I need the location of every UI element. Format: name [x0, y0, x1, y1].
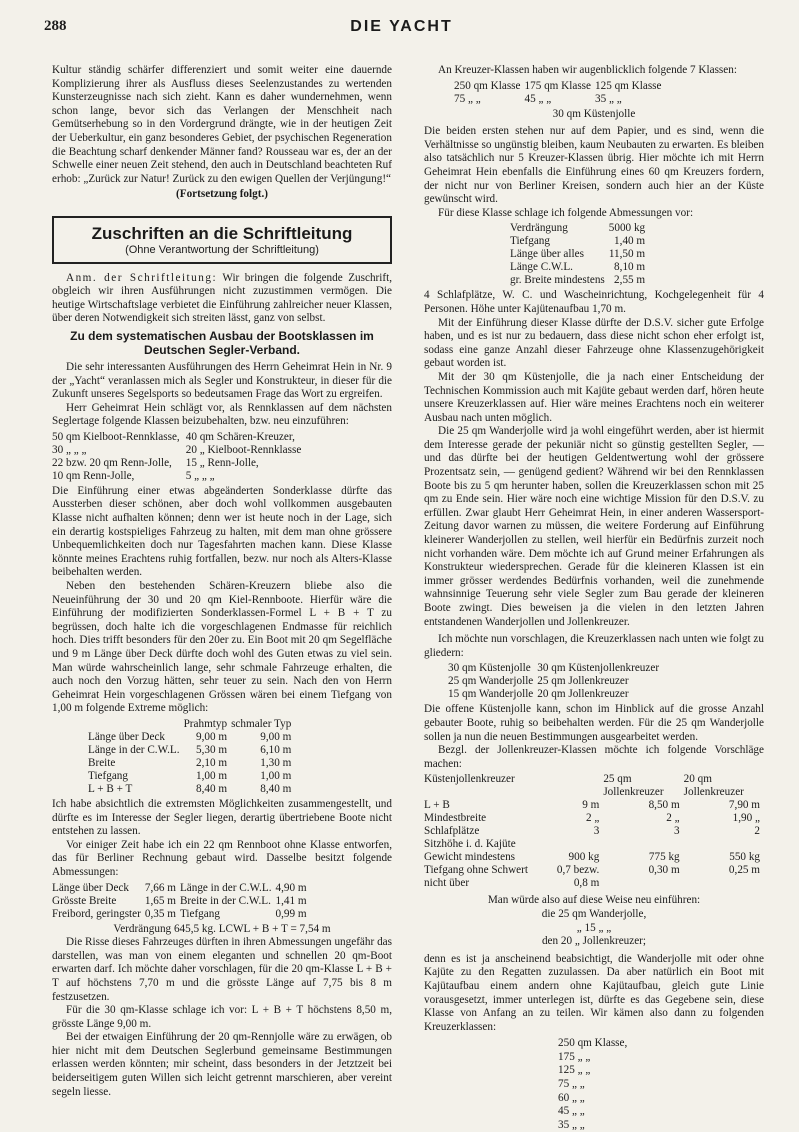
page-number: 288 — [44, 18, 67, 34]
table-row — [88, 731, 295, 744]
kreuzer-table — [454, 80, 666, 106]
list-cell: 15 „ Renn-Jolle, — [185, 456, 259, 469]
table-row — [510, 222, 649, 235]
table-row — [448, 688, 663, 701]
list-item: 60 „ „ — [558, 1091, 585, 1104]
table-header-row — [424, 773, 764, 799]
table-cell: Tiefgang — [510, 235, 550, 248]
list-item: 175 „ „ — [558, 1050, 591, 1063]
table-cell: 0,30 m — [648, 864, 680, 877]
final-classes-list — [558, 1037, 764, 1132]
paragraph: Man würde also auf diese Weise neu einführen: — [487, 894, 701, 907]
paragraph: Ich möchte nun vorschlagen, die Kreuzerklassen nach unten wie folgt zu gliedern: — [424, 633, 764, 659]
paragraph: Mit der Einführung dieser Klasse dürfte der D.S.V. sicher gute Erfolge haben, und es ist nur zu bedauern, dass diese nicht schon eher erfolgt ist, sodass eine ganze Anzahl dieser Fahrzeuge ohne Klassenzugehörigkeit gebaut worden ist. — [424, 316, 764, 370]
table-cell: 9,00 m — [260, 730, 292, 743]
table-cell: Länge über alles — [510, 248, 584, 261]
paragraph: denn es ist ja anscheinend beabsichtigt, die Wanderjolle mit oder ohne Kajüte zu den Regatten zuzulassen. Da aber natürlich ein Boot mit Kajütaufbau einem andern ohne Kajütaufbau, gleich gute Linie vorausgesetzt, immer unterlegen ist, dürfte es das Gegebene sein, diese Klasse von Anfang an zu teilen. Wir kämen also dann zu folgenden Kreuzerklassen: — [424, 952, 764, 1033]
paragraph: Die beiden ersten stehen nur auf dem Papier, und es sind, wenn die Verhältnisse so ungünstig bleiben, kaum Neubauten zu erwarten. Es bleiben also tatsächlich nur 5 Kreuzer-Klassen übrig. Hier möchte ich mit Herrn Geheimrat Hein ebenfalls die Einführung eines 60 qm Kreuzers fordern, der nicht nur von Berliner Kreisen, sondern auch hier an der Küste gewünscht wird. — [424, 125, 764, 206]
list-item: 45 „ „ — [558, 1105, 585, 1118]
table-cell: 30 qm Küstenjollenkreuzer — [537, 662, 660, 675]
table-cell: gr. Breite mindestens — [510, 274, 605, 287]
list-item: „ 15 „ „ — [576, 921, 612, 934]
displacement-line: Verdrängung 645,5 kg. LCWL + B + T = 7,54 m — [113, 922, 331, 935]
list-item: die 25 qm Wanderjolle, — [541, 907, 647, 920]
section-subtitle: (Ohne Verantwortung der Schriftleitung) — [125, 243, 319, 256]
table-header: Küstenjollenkreuzer — [424, 773, 515, 786]
list-item: 125 „ „ — [558, 1064, 591, 1077]
table-cell: 8,50 m — [648, 799, 680, 812]
table-cell: 9,00 m — [196, 730, 228, 743]
table-cell: 2 — [754, 825, 760, 838]
table-cell: 125 qm Klasse — [595, 79, 662, 92]
table-header: Prahmtyp — [183, 717, 228, 730]
table-cell: Gewicht mindestens — [424, 851, 516, 864]
gliederung-table — [448, 662, 663, 701]
list-cell: 20 „ Kielboot-Rennklasse — [185, 443, 302, 456]
table-row — [510, 261, 649, 274]
table-cell: 2 „ — [666, 812, 680, 825]
table-row — [52, 908, 311, 921]
extremes-table — [88, 718, 295, 796]
table-cell: 1,40 m — [614, 235, 646, 248]
table-cell: 20 qm Jollenkreuzer — [537, 688, 629, 701]
table-cell: Mindestbreite — [424, 812, 487, 825]
table-row — [52, 895, 311, 908]
table-row — [424, 851, 764, 864]
table-cell: Verdrängung — [510, 222, 568, 235]
journal-title: DIE YACHT — [350, 18, 453, 35]
table-cell: 1,30 m — [260, 756, 292, 769]
list-cell: 22 bzw. 20 qm Renn-Jolle, — [52, 456, 172, 469]
table-cell: 1,41 m — [275, 894, 307, 907]
page-header — [44, 18, 759, 42]
table-cell: 3 — [674, 825, 680, 838]
table-row — [88, 757, 295, 770]
table-header: 25 qm Jollenkreuzer — [603, 773, 664, 799]
paragraph: Mit der 30 qm Küstenjolle, die ja nach einer Entscheidung der Technischen Kommission auch mit Kajüte gebaut werden darf, hören heute unsere Kreuzerklassen auf. Hier wäre meines Erachtens noch ein weiterer Ausbau nach unten möglich. — [424, 370, 764, 424]
paragraph: Vor einiger Zeit habe ich ein 22 qm Rennboot ohne Klasse entworfen, das für Berliner Rechnung gebaut wird. Dasselbe besitzt folgende Abmessungen: — [52, 838, 392, 878]
paragraph: Ich habe absichtlich die extremsten Möglichkeiten zusammengestellt, und dürfte es im Interesse der Segler liegen, derartig übertriebene Boote nicht entstehen zu lassen. — [52, 797, 392, 838]
table-cell: 25 qm Jollenkreuzer — [537, 675, 629, 688]
table-cell: Tiefgang — [88, 769, 128, 782]
table-cell: 7,66 m — [144, 881, 176, 894]
paragraph: Herr Geheimrat Hein schlägt vor, als Rennklassen auf dem nächsten Seglertage folgende Klassen beizubehalten, bzw. neu einzuführen: — [52, 401, 392, 428]
article-title: Zu dem systematischen Ausbau der Bootsklassen im Deutschen Segler-Verband. — [70, 328, 374, 357]
table-cell: 4,90 m — [275, 881, 307, 894]
table-row — [448, 675, 663, 688]
new-classes-list — [424, 908, 764, 949]
table-cell: 0,35 m — [144, 907, 176, 920]
table-row — [52, 470, 307, 483]
list-cell: 5 „ „ „ — [185, 469, 215, 482]
table-cell: L + B — [424, 799, 450, 812]
paragraph: Die 25 qm Wanderjolle wird ja wohl eingeführt werden, aber ist hiermit dem Interesse gerade der pekuniär nicht so günstig gestellten Segler, — und das dürfte bei der heutigen Geldentwertung wohl der grössere Prozentsatz sein, — genügend gedient? Während wir bei den Rennklassen Boote bis zu 5 qm herunter haben, sollen die Kreuzerklassen schon mit 25 qm zu Ende sein. Hier wäre noch eine wichtige Mission für den D.S.V. zu erfüllen. Zwar glaubt Herr Geheimrat Hein, in einer anderen Wassersport-Zeitung davor warnen zu müssen, die weitere Forderung auf Einführung kleinerer Wanderjollen zu stellen, weil hierfür ein Bedürfnis zurzeit noch nicht vorhanden wäre. Dem möchte ich auf Grund meiner Erfahrungen als Konstrukteur wiedersprechen. Gerade für die kleineren Klassen ist ein immer grösser werdendes Bedürfnis vorhanden, weil die zunehmende wahnsinnige Teuerung sehr viele Segler zum Bau gerade der kleineren Boote zwingt. Dies beweisen ja die vielen in den letzten Jahren entstandenen Wanderjollen und Jollenkreuzer. — [424, 425, 764, 628]
table-row — [52, 431, 307, 444]
table-row — [454, 80, 666, 93]
paragraph: 4 Schlafplätze, W. C. und Wascheinrichtung, Kochgelegenheit für 4 Personen. Höhe unter Kajütenaufbau 1,70 m. — [424, 289, 764, 315]
spec-table — [510, 222, 649, 287]
table-row — [510, 235, 649, 248]
table-cell: 7,90 m — [728, 799, 760, 812]
table-row — [510, 274, 649, 287]
table-cell: 9 m — [582, 799, 600, 812]
table-cell: 2 „ — [585, 812, 600, 825]
paragraph: Die offene Küstenjolle kann, schon im Hinblick auf die grosse Anzahl gebauter Boote, ruhig so beibehalten werden. Für die 25 qm Wanderjolle sollen ja nun die neuen Bestimmungen ausgearbeitet werden. — [424, 703, 764, 743]
table-cell: 45 „ „ — [524, 92, 552, 105]
section-title: Zuschriften an die Schriftleitung — [91, 223, 353, 243]
table-cell: 550 kg — [729, 851, 760, 864]
paragraph: Für diese Klasse schlage ich folgende Abmessungen vor: — [438, 206, 694, 219]
table-cell: Sitzhöhe i. d. Kajüte — [424, 838, 516, 851]
paragraph: Neben den bestehenden Schären-Kreuzern bliebe also die Neueinführung der 30 und 20 qm Kiel-Rennboote. Hierfür wäre die Einführung der modifizierten Sonderklassen-Formel L + B + T zu begrüssen, doch halte ich die vorgeschlagenen Endmasse für reichlich hoch. Dies trifft besonders für den 20er zu. Ein Boot mit 20 qm Segelfläche und 9 m Länge über Deck dürfte doch wohl des Guten etwas zu viel sein. Man würde wahrscheinlich lange, sehr schmale Fahrzeuge erhalten, die auch noch den Vorzug hätten, sehr teuer zu sein. Nach den von Herrn Geheimrat Hein vorgeschlagenen Grössen wären bei einem Tiefgang von 1,00 m folgende Extreme möglich: — [52, 580, 392, 715]
paragraph: Für die 30 qm-Klasse schlage ich vor: L + B + T höchstens 8,50 m, grösste Länge 9,00 m. — [52, 1004, 392, 1030]
table-cell: 30 qm Küstenjolle — [448, 662, 531, 675]
list-item: 30 qm Küstenjolle — [552, 107, 636, 120]
continued-note: (Fortsetzung folgt.) — [176, 188, 268, 201]
table-cell: 1,90 „ — [732, 812, 760, 825]
table-header: 20 qm Jollenkreuzer — [683, 773, 744, 799]
table-header-row — [88, 718, 295, 731]
table-cell: 0,7 bezw. 0,8 m — [556, 864, 600, 890]
table-cell: 250 qm Klasse — [454, 79, 521, 92]
table-cell: 15 qm Wanderjolle — [448, 688, 534, 701]
editor-note-text: Wir bringen die folgende Zuschrift, obgleich wir ihren Ausführungen nicht zuzustimmen vermögen. Die heutige Wirtschaftslage verbietet die Einführung zahlreicher neuer Klassen, über deren Notwendigkeit sich streiten lässt, ganz von selbst. — [52, 271, 393, 325]
table-cell: 6,10 m — [260, 743, 292, 756]
table-row — [52, 882, 311, 895]
paragraph: Bezgl. der Jollenkreuzer-Klassen möchte ich folgende Vorschläge machen: — [424, 744, 764, 770]
table-cell: Freibord, geringster — [52, 907, 141, 920]
table-row — [52, 457, 307, 470]
list-item: 75 „ „ — [558, 1078, 585, 1091]
table-cell: 25 qm Wanderjolle — [448, 675, 534, 688]
table-row — [424, 838, 764, 851]
table-cell: 11,50 m — [608, 248, 646, 261]
table-cell: 5,30 m — [196, 743, 228, 756]
table-cell: 2,10 m — [196, 756, 228, 769]
list-cell: 30 „ „ „ — [52, 443, 87, 456]
intro-paragraph: Kultur ständig schärfer differenziert und somit weiter eine dauernde Komplizierung ihrer als Ausfluss dieses Seelenzustandes zu wertenden Kunsterzeugnisse nach sich zieht. Kann es daher wundernehmen, wenn schon lange, bevor sich das Verlangen der Menschheit nach Gemütserhebung so in den Vordergrund drängte, wie in der heutigen Zeit der Ueberkultur, ein ganz besonderes Gebiet, der psychischen Regeneration die Beachtung scharf denkender Männer fand? Rousseau war es, der an der Schwelle einer neuen Zeit stehend, den auch in Deutschland beachteten Ruf erhob: „Zurück zur Natur! Zurück zu den ewigen Quellen der Verjüngung!“ — [52, 64, 392, 185]
table-cell: Grösste Breite — [52, 894, 117, 907]
table-cell: 0,25 m — [728, 864, 760, 877]
table-row — [88, 770, 295, 783]
table-cell: Länge in der C.W.L. — [179, 881, 272, 894]
table-row — [88, 783, 295, 796]
table-header: schmaler Typ — [231, 717, 292, 730]
paragraph: Bei der etwaigen Einführung der 20 qm-Rennjolle wäre zu erwägen, ob hier nicht mit dem Deutschen Seglerbund gemeinsame Bestimmungen erlassen werden könnten; mir scheint, dass besonders in der Jetztzeit bei beiderseitigem guten Willen sich leicht getrennt marschieren, aber vereint segeln liesse. — [52, 1031, 392, 1098]
table-row — [510, 248, 649, 261]
table-cell: Breite — [88, 756, 116, 769]
table-cell: 1,65 m — [144, 894, 176, 907]
list-cell: 10 qm Renn-Jolle, — [52, 469, 135, 482]
table-cell: Länge über Deck — [88, 730, 166, 743]
section-box — [52, 216, 392, 264]
table-cell: 0,99 m — [275, 907, 307, 920]
table-row — [424, 864, 764, 890]
table-row — [454, 93, 666, 106]
table-cell: Länge C.W.L. — [510, 261, 573, 274]
table-row — [448, 662, 663, 675]
table-row — [424, 812, 764, 825]
table-cell — [88, 718, 184, 731]
paragraph: Die sehr interessanten Ausführungen des Herrn Geheimrat Hein in Nr. 9 der „Yacht“ veranlassen mich als Segler und Konstrukteur, in dieser für die Zukunft unseres Segelsports so bedeutsamen Frage das Wort zu ergreifen. — [52, 360, 392, 401]
table-cell: 5000 kg — [608, 222, 646, 235]
table-cell: 1,00 m — [260, 769, 292, 782]
table-row — [52, 444, 307, 457]
table-cell: Breite in der C.W.L. — [179, 894, 271, 907]
list-cell: 50 qm Kielboot-Rennklasse, — [52, 430, 180, 443]
list-item: 35 „ „ — [558, 1118, 585, 1131]
list-item: den 20 „ Jollenkreuzer; — [541, 935, 647, 948]
paragraph: Die Einführung einer etwas abgeänderten Sonderklasse dürfte das Aussterben dieser schönen, aber doch wohl vollkommen ausgebauten Klasse nicht aufhalten können; denn wer ist heute noch in der Lage, sich ein derartig kostspieliges Fahrzeug zu halten, mit dem man ohne grössere Unbequemlichkeiten doch nur Tagesfahrten machen kann. Diese Klasse könnte meines Erachtens ruhig fortfallen, bezw. nur noch als Alters-Klasse beibehalten werden. — [52, 484, 392, 579]
table-cell: 8,40 m — [196, 782, 228, 795]
table-cell: 775 kg — [648, 851, 680, 864]
table-cell: 3 — [593, 825, 600, 838]
editor-note — [52, 272, 392, 326]
class-list — [52, 431, 307, 483]
table-cell: 75 „ „ — [454, 92, 481, 105]
list-item: 250 qm Klasse, — [558, 1037, 628, 1050]
table-row — [424, 799, 764, 812]
table-cell: L + B + T — [88, 782, 133, 795]
table-cell: 1,00 m — [196, 769, 228, 782]
table-cell: Schlafplätze — [424, 825, 480, 838]
list-cell: 40 qm Schären-Kreuzer, — [185, 430, 295, 443]
jollenkreuzer-table — [424, 773, 764, 890]
table-cell: 2,55 m — [614, 274, 646, 287]
table-cell: 175 qm Klasse — [524, 79, 591, 92]
left-column — [52, 64, 392, 1099]
table-cell: Länge in der C.W.L. — [88, 743, 180, 756]
paragraph: An Kreuzer-Klassen haben wir augenblicklich folgende 7 Klassen: — [438, 64, 737, 76]
table-cell: Länge über Deck — [52, 881, 130, 894]
table-cell: 900 kg — [568, 851, 600, 864]
dimensions-table — [52, 882, 311, 921]
table-cell: 35 „ „ — [595, 92, 622, 105]
table-cell: Tiefgang — [179, 907, 220, 920]
table-cell: Tiefgang ohne Schwert nicht über — [424, 864, 528, 890]
table-cell: 8,10 m — [614, 261, 646, 274]
editor-note-label: Anm. der Schriftleitung: — [66, 271, 218, 284]
table-cell: 8,40 m — [260, 782, 292, 795]
table-row — [424, 825, 764, 838]
table-row — [88, 744, 295, 757]
paragraph: Die Risse dieses Fahrzeuges dürften in ihren Abmessungen ungefähr das darstellen, was man von einem eleganten und schnellen 20 qm-Boot erwarten darf. Ich möchte daher vorschlagen, für die 20 qm-Klasse L + B + T auf höchstens 7,70 m und die grösste Länge auf 7,75 bis 8 m festzusetzen. — [52, 936, 392, 1003]
right-column — [424, 64, 764, 1132]
